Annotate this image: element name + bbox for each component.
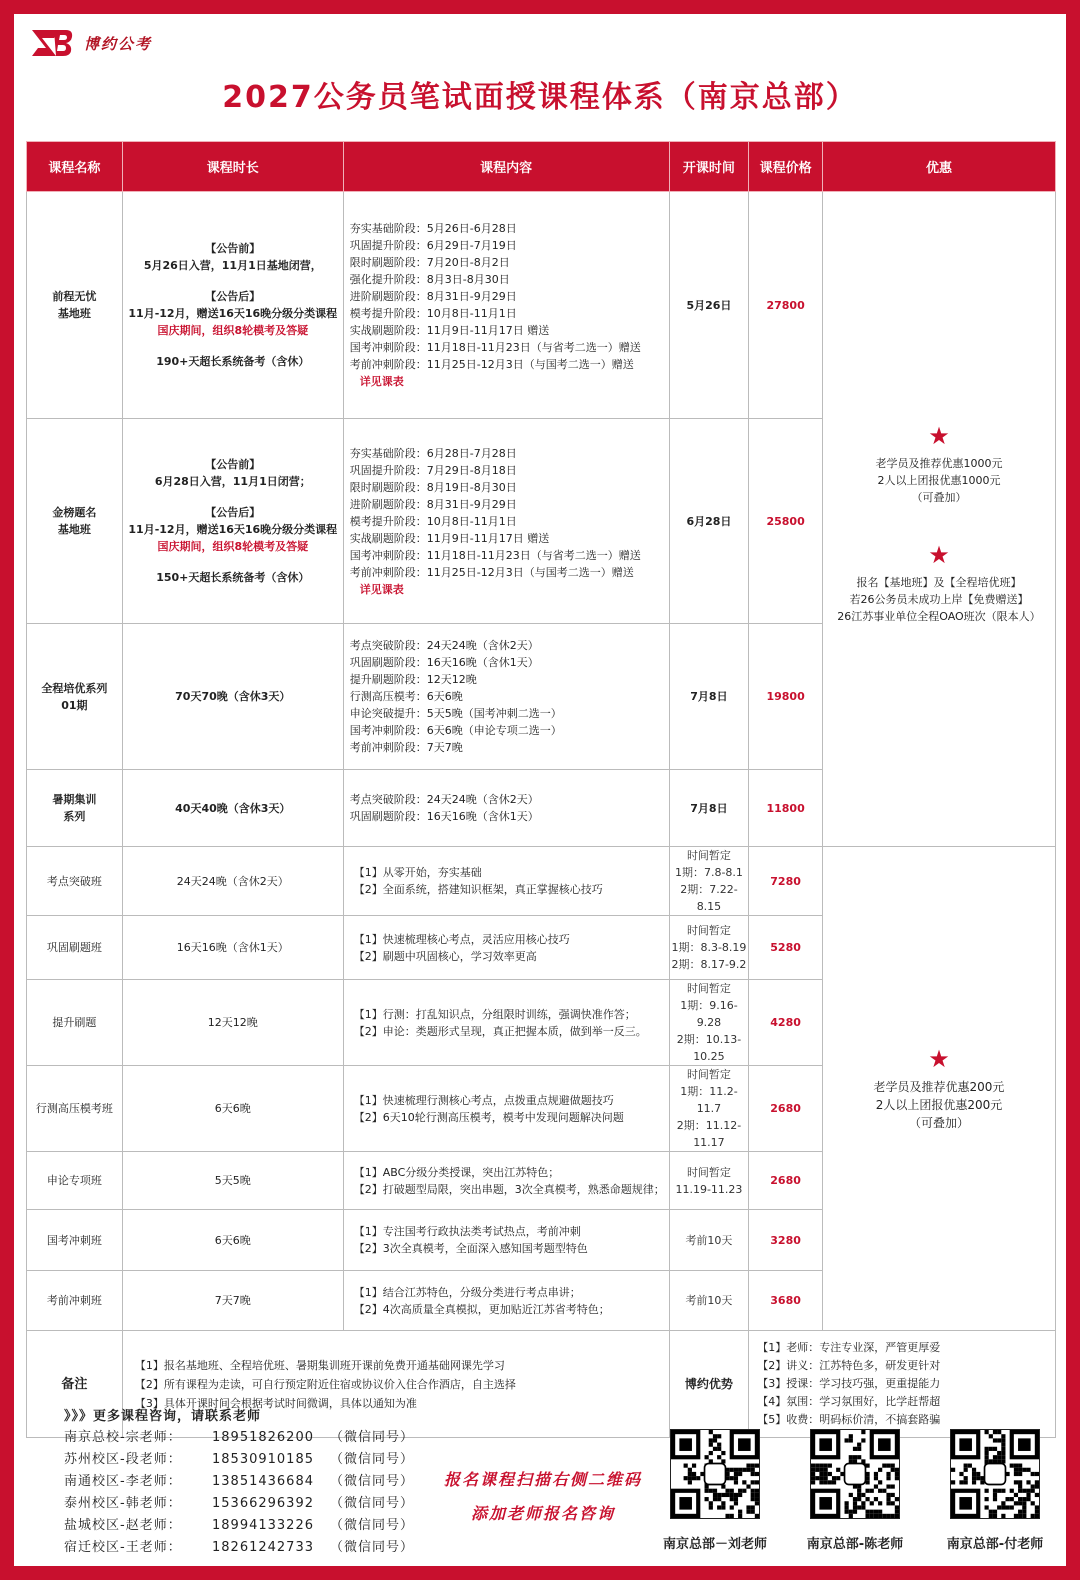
contact-list (64, 1405, 414, 1559)
dur-pre-title: 【公告前】 (205, 458, 261, 471)
open-line: 2期：7.22-8.15 (680, 883, 738, 913)
contact-row (64, 1471, 414, 1493)
course-content (343, 1271, 669, 1331)
course-name-line: 01期 (61, 698, 88, 712)
contact-note: （微信同号） (330, 1540, 415, 1555)
col-header-content: 课程内容 (343, 142, 669, 192)
content-line: 考前冲刺阶段：11月25日-12月3日（与国考二选一）赠送 (349, 565, 634, 579)
contact-phone[interactable]: 18530910185 (212, 1452, 314, 1467)
dur-highlight: 国庆期间，组织8轮模考及答疑 (157, 540, 309, 553)
course-name-line: 系列 (63, 810, 86, 823)
contact-label: 泰州校区-韩老师： (64, 1496, 182, 1511)
course-name: 行测高压模考班 (27, 1066, 123, 1152)
contact-row (64, 1515, 414, 1537)
contact-note: （微信同号） (330, 1496, 415, 1511)
dur-pre-text: 6月28日入营，11月1日闭营； (154, 475, 311, 488)
dur-post-text: 11月-12月，赠送16天16晚分级分类课程 (128, 307, 338, 320)
course-duration: 6天6晚 (122, 1210, 343, 1271)
content-line: 限时刷题阶段：7月20日-8月2日 (349, 256, 510, 269)
content-line: 【1】专注国考行政执法类考试热点，考前冲刺 (353, 1225, 581, 1238)
contact-phone[interactable]: 15366296392 (212, 1496, 314, 1511)
open-line: 2期：11.12-11.17 (676, 1119, 742, 1149)
advantage-item: 【1】老师：专注专业深，严管更厚爱 (757, 1341, 941, 1354)
course-name: 国考冲刺班 (27, 1210, 123, 1271)
content-line: 【1】快速梳理行测核心考点，点拨重点规避做题技巧 (353, 1093, 614, 1107)
contact-label: 盐城校区-赵老师： (64, 1518, 182, 1533)
promo-line: 26江苏事业单位全程OAO班次（限本人） (837, 610, 1041, 623)
course-content (343, 1152, 669, 1210)
course-content (343, 770, 669, 847)
course-content (343, 916, 669, 980)
course-name (27, 419, 123, 624)
contact-heading: 》》》更多课程咨询，请联系老师 (64, 1409, 262, 1424)
brand-name: 博约公考 (84, 34, 153, 53)
open-line: 11.19-11.23 (675, 1182, 743, 1196)
contact-label: 南京总校-宗老师： (64, 1430, 182, 1445)
star-icon: ★ (928, 1044, 950, 1073)
scan-line-2: 添加老师报名咨询 (471, 1504, 616, 1523)
promo-cell-bottom (822, 847, 1055, 1331)
course-duration (122, 192, 343, 419)
contact-label: 南通校区-李老师： (64, 1474, 182, 1489)
content-line: 提升刷题阶段：12天12晚 (349, 673, 477, 686)
footer (14, 1399, 1066, 1566)
content-line: 【2】3次全真模考，全面深入感知国考题型特色 (353, 1242, 588, 1255)
remarks-label: 备注 (27, 1331, 123, 1438)
star-icon: ★ (928, 422, 950, 450)
course-open-date (669, 1152, 749, 1210)
promo-line: （可叠加） (908, 1115, 969, 1130)
open-line: 1期：9.16-9.28 (680, 999, 738, 1029)
content-line: 模考提升阶段：10月8日-11月1日 (349, 514, 517, 528)
promo-line: 老学员及推荐优惠200元 (873, 1079, 1005, 1094)
brand-logo-icon (30, 26, 74, 60)
course-name-line: 基地班 (57, 523, 91, 536)
course-name-line: 前程无忧 (52, 290, 97, 303)
course-content (343, 192, 669, 419)
course-content (343, 847, 669, 916)
course-open-date: 7月8日 (669, 770, 749, 847)
dur-summary: 150+天超长系统备考（含休） (156, 571, 310, 584)
qr-label: 南京总部-陈老师 (806, 1537, 904, 1552)
course-name: 考点突破班 (27, 847, 123, 916)
remark-item: 【2】所有课程为走读，可自行预定附近住宿或协议价入住合作酒店，自主选择 (134, 1377, 516, 1391)
course-content (343, 419, 669, 624)
course-duration: 16天16晚（含休1天） (122, 916, 343, 980)
content-line: 巩固刷题阶段：16天16晚（含休1天） (349, 810, 539, 823)
content-line: 巩固提升阶段：7月29日-8月18日 (349, 463, 517, 477)
course-name (27, 770, 123, 847)
content-line: 【2】4次高质量全真模拟，更加贴近江苏省考特色； (353, 1302, 610, 1316)
content-line: 夯实基础阶段：6月28日-7月28日 (349, 446, 517, 460)
dur-post-title: 【公告后】 (205, 506, 261, 519)
course-price: 2680 (749, 1066, 823, 1152)
dur-pre-title: 【公告前】 (205, 242, 261, 255)
course-price: 2680 (749, 1152, 823, 1210)
content-line: 【1】ABC分级分类授课，突出江苏特色； (353, 1165, 560, 1179)
promo-line: （可叠加） (911, 491, 967, 504)
promo-line: 若26公务员未成功上岸【免费赠送】 (849, 593, 1029, 606)
dur-highlight: 国庆期间，组织8轮模考及答疑 (157, 324, 309, 337)
content-line: 【2】全面系统，搭建知识框架，真正掌握核心技巧 (353, 883, 603, 896)
open-line: 2期：10.13-10.25 (676, 1033, 742, 1063)
col-header-duration: 课程时长 (122, 142, 343, 192)
content-line: 强化提升阶段：8月3日-8月30日 (349, 273, 510, 286)
course-price: 19800 (749, 624, 823, 770)
course-duration: 40天40晚（含休3天） (122, 770, 343, 847)
content-line: 巩固提升阶段：6月29日-7月19日 (349, 239, 517, 252)
content-line: 限时刷题阶段：8月19日-8月30日 (349, 480, 517, 494)
course-price: 4280 (749, 980, 823, 1066)
star-icon: ★ (928, 541, 950, 569)
content-line: 考点突破阶段：24天24晚（含休2天） (349, 793, 539, 806)
course-duration: 6天6晚 (122, 1066, 343, 1152)
course-content (343, 1210, 669, 1271)
content-line: 【2】申论：类题形式呈现，真正把握本质，做到举一反三。 (353, 1024, 647, 1038)
course-open-date: 6月28日 (669, 419, 749, 624)
course-duration: 5天5晚 (122, 1152, 343, 1210)
content-line: 【1】快速梳理核心考点，灵活应用核心技巧 (353, 932, 570, 946)
contact-note: （微信同号） (330, 1518, 415, 1533)
course-duration: 24天24晚（含休2天） (122, 847, 343, 916)
dur-post-text: 11月-12月，赠送16天16晚分级分类课程 (128, 523, 338, 536)
course-name: 考前冲刺班 (27, 1271, 123, 1331)
course-duration: 70天70晚（含休3天） (122, 624, 343, 770)
open-line: 1期：8.3-8.19 (671, 941, 747, 954)
content-line: 【2】打破题型局限，突出串题，3次全真模考，熟悉命题规律； (353, 1182, 665, 1196)
schedule-link[interactable]: 详见课表 (359, 582, 404, 596)
content-line: 巩固刷题阶段：16天16晚（含休1天） (349, 656, 539, 669)
course-price: 7280 (749, 847, 823, 916)
open-line: 时间暂定 (686, 1068, 731, 1081)
course-open-date (669, 1271, 749, 1331)
promo-cell-top (822, 192, 1055, 847)
content-line: 进阶刷题阶段：8月31日-9月29日 (349, 497, 517, 511)
remark-item: 【3】具体开课时间会根据考试时间微调，具体以通知为准 (134, 1396, 417, 1410)
course-duration: 7天7晚 (122, 1271, 343, 1331)
qr-label: 南京总部－刘老师 (662, 1537, 767, 1552)
contact-row (64, 1493, 414, 1515)
contact-phone[interactable]: 18994133226 (212, 1518, 314, 1533)
content-line: 模考提升阶段：10月8日-11月1日 (349, 307, 517, 320)
table-row (27, 847, 1056, 916)
open-line: 时间暂定 (686, 924, 731, 937)
promo-block-1 (823, 423, 1055, 506)
course-open-date (669, 980, 749, 1066)
contact-note: （微信同号） (330, 1430, 415, 1445)
content-line: 国考冲刺阶段：11月18日-11月23日（与省考二选一）赠送 (349, 548, 641, 562)
promo-line: 2人以上团报优惠200元 (875, 1097, 1003, 1112)
contact-note: （微信同号） (330, 1452, 415, 1467)
content-line: 考前冲刺阶段：7天7晚 (349, 741, 463, 754)
advantage-item: 【5】收费：明码标价清，不搞套路骗 (757, 1413, 941, 1426)
course-name-line: 基地班 (57, 307, 91, 320)
promo-block-2 (823, 542, 1055, 625)
course-open-date (669, 1066, 749, 1152)
course-open-date: 5月26日 (669, 192, 749, 419)
course-content (343, 980, 669, 1066)
course-price: 5280 (749, 916, 823, 980)
course-table (26, 141, 1056, 1438)
course-name-line: 金榜题名 (52, 506, 97, 519)
open-line: 时间暂定 (686, 982, 731, 995)
qr-code-icon[interactable] (810, 1429, 900, 1519)
course-name (27, 192, 123, 419)
open-line: 时间暂定 (686, 849, 731, 862)
qr-code-icon[interactable] (670, 1429, 760, 1519)
course-price: 11800 (749, 770, 823, 847)
advantage-item: 【3】授课：学习技巧强，更重提能力 (757, 1377, 941, 1390)
col-header-price: 课程价格 (749, 142, 823, 192)
qr-code-icon[interactable] (950, 1429, 1040, 1519)
open-line: 1期：7.8-8.1 (674, 866, 743, 879)
open-line: 考前10天 (685, 1233, 733, 1247)
promo-line: 报名【基地班】及【全程培优班】 (856, 576, 1022, 589)
open-line: 2期：8.17-9.2 (671, 958, 747, 971)
course-open-date (669, 916, 749, 980)
dur-pre-text: 5月26日入营，11月1日基地闭营， (143, 259, 322, 272)
page-title: 2027公务员笔试面授课程体系（南京总部） (222, 80, 858, 115)
qr-label: 南京总部-付老师 (946, 1537, 1044, 1552)
content-line: 【2】6天10轮行测高压模考，模考中发现问题解决问题 (353, 1110, 624, 1124)
contact-phone[interactable]: 18951826200 (212, 1430, 314, 1445)
scan-prompt (444, 1463, 642, 1531)
content-line: 行测高压模考：6天6晚 (349, 690, 463, 703)
content-line: 申论突破提升：5天5晚（国考冲刺二选一） (349, 707, 562, 720)
table-row (27, 192, 1056, 419)
content-line: 实战刷题阶段：11月9日-11月17日 赠送 (349, 324, 550, 337)
content-line: 考点突破阶段：24天24晚（含休2天） (349, 639, 539, 652)
course-price: 3680 (749, 1271, 823, 1331)
dur-summary: 190+天超长系统备考（含休） (156, 355, 310, 368)
advantage-item: 【4】氛围：学习氛围好，比学赶帮超 (757, 1395, 941, 1408)
course-content (343, 1066, 669, 1152)
content-line: 国考冲刺阶段：6天6晚（申论专项二选一） (349, 724, 562, 737)
promo-line: 2人以上团报优惠1000元 (877, 474, 1001, 487)
content-line: 【2】刷题中巩固核心，学习效率更高 (353, 949, 537, 963)
col-header-open: 开课时间 (669, 142, 749, 192)
open-line: 时间暂定 (686, 1165, 731, 1179)
course-content (343, 624, 669, 770)
content-line: 【1】结合江苏特色，分级分类进行考点串讲； (353, 1285, 581, 1299)
open-line: 考前10天 (685, 1294, 733, 1307)
course-duration (122, 419, 343, 624)
content-line: 国考冲刺阶段：11月18日-11月23日（与省考二选一）赠送 (349, 341, 641, 354)
course-name (27, 624, 123, 770)
contact-row (64, 1537, 414, 1559)
course-name-line: 暑期集训 (52, 793, 97, 806)
course-name-line: 全程培优系列 (41, 681, 108, 695)
contact-phone[interactable]: 13851436684 (212, 1474, 314, 1489)
advantage-label: 博约优势 (669, 1331, 749, 1438)
course-name: 申论专项班 (27, 1152, 123, 1210)
dur-post-title: 【公告后】 (205, 290, 261, 303)
course-open-date (669, 1210, 749, 1271)
content-line: 进阶刷题阶段：8月31日-9月29日 (349, 290, 517, 303)
course-name: 提升刷题 (27, 980, 123, 1066)
contact-row (64, 1449, 414, 1471)
contact-label: 苏州校区-段老师： (64, 1452, 182, 1467)
contact-row (64, 1427, 414, 1449)
contact-note: （微信同号） (330, 1474, 415, 1489)
course-duration: 12天12晚 (122, 980, 343, 1066)
open-line: 1期：11.2-11.7 (680, 1085, 738, 1115)
col-header-promo: 优惠 (822, 142, 1055, 192)
contact-label: 宿迁校区-王老师： (64, 1540, 182, 1555)
poster (14, 14, 1066, 1566)
advantage-item: 【2】讲义：江苏特色多，研发更针对 (757, 1359, 941, 1372)
course-price: 3280 (749, 1210, 823, 1271)
table-header-row (27, 142, 1056, 192)
contact-phone[interactable]: 18261242733 (212, 1540, 314, 1555)
course-open-date: 7月8日 (669, 624, 749, 770)
schedule-link[interactable]: 详见课表 (359, 375, 404, 388)
content-line: 考前冲刺阶段：11月25日-12月3日（与国考二选一）赠送 (349, 358, 634, 371)
promo-line: 老学员及推荐优惠1000元 (875, 457, 1003, 470)
course-price: 27800 (749, 192, 823, 419)
course-open-date (669, 847, 749, 916)
remark-item: 【1】报名基地班、全程培优班、暑期集训班开课前免费开通基础网课先学习 (134, 1358, 505, 1372)
content-line: 【1】行测：打乱知识点，分组限时训练，强调快准作答； (353, 1007, 636, 1021)
content-line: 夯实基础阶段：5月26日-6月28日 (349, 222, 517, 235)
brand-logo (30, 26, 152, 60)
content-line: 实战刷题阶段：11月9日-11月17日 赠送 (349, 531, 550, 545)
scan-line-1: 报名课程扫描右侧二维码 (444, 1470, 643, 1489)
col-header-name: 课程名称 (27, 142, 123, 192)
course-price: 25800 (749, 419, 823, 624)
course-name: 巩固刷题班 (27, 916, 123, 980)
content-line: 【1】从零开始，夯实基础 (353, 866, 482, 879)
